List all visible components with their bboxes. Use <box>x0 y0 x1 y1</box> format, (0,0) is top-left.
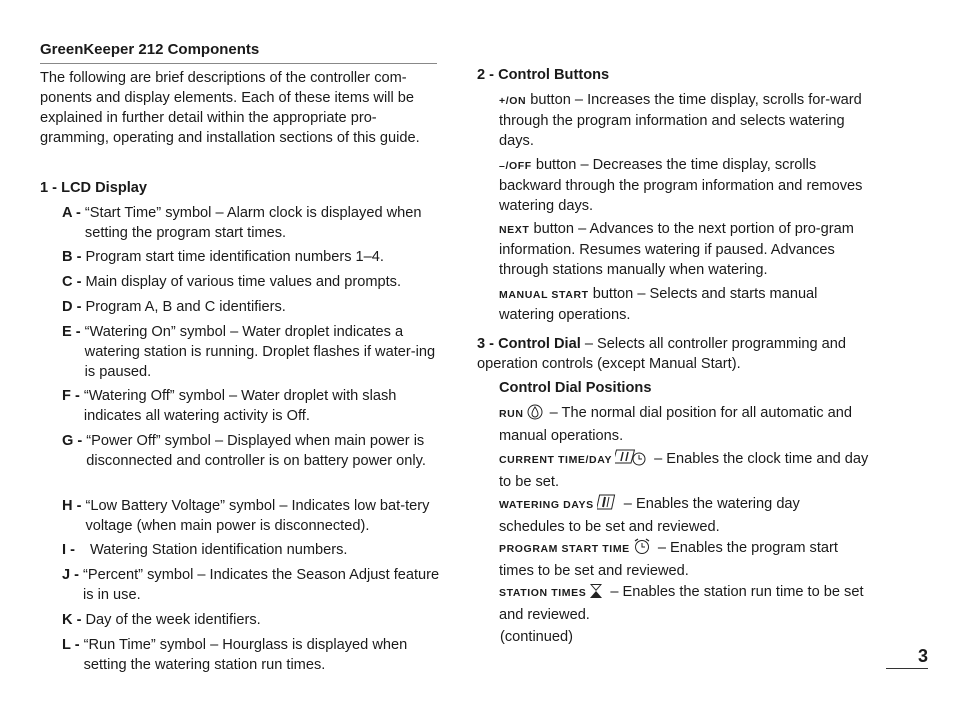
lcd-item-e: E - “Watering On” symbol – Water droplet indicates a watering station is running. Droplet flashes if water-ing is paused. <box>62 324 436 380</box>
dial-run-desc: RUN – The normal dial position for all automatic and manual operations. <box>499 405 852 444</box>
button-next-desc: NEXT button – Advances to the next portion of pro-gram information. Resumes watering if paused. Advances through stations manually when watering. <box>499 221 854 278</box>
intro-paragraph: The following are brief descriptions of the controller com-ponents and display elements. Each of these items will be explained in further detail within the appropriate pro-gramming, operating and installation sections of this guide. <box>40 70 420 146</box>
control-dial-desc: 3 - Control Dial – Selects all controller programming and operation controls (except Manual Start). <box>477 336 847 372</box>
dial-station-times-desc: STATION TIMES – Enables the station run time to be set and reviewed. <box>499 584 864 623</box>
calendar-clock-icon <box>615 448 647 472</box>
dial-current-time-desc: CURRENT TIME/DAY – Enables the clock time and day to be set. <box>499 448 869 492</box>
lcd-item-l: L - “Run Time” symbol – Hourglass is displayed when setting the watering station run times. <box>62 637 408 673</box>
lcd-item-g: G - “Power Off” symbol – Displayed when main power is disconnected and controller is on battery power only. <box>62 433 426 469</box>
calendar-icon <box>597 493 617 517</box>
lcd-item-c: C - Main display of various time values and prompts. <box>62 274 402 290</box>
lcd-item-f: F - “Watering Off” symbol – Water droplet with slash indicates all watering activity is Off. <box>62 388 397 424</box>
alarm-clock-icon <box>633 537 651 561</box>
hourglass-icon <box>589 583 603 605</box>
lcd-display-title: 1 - LCD Display <box>40 180 148 196</box>
button-off-desc: –/OFF button – Decreases the time display, scrolls backward through the program information and removes watering days. <box>499 157 863 214</box>
lcd-item-k: K - Day of the week identifiers. <box>62 612 261 628</box>
lcd-item-j: J - “Percent” symbol – Indicates the Season Adjust feature is in use. <box>62 567 440 603</box>
button-manual-start-desc: MANUAL START button – Selects and starts manual watering operations. <box>499 286 818 323</box>
control-buttons-title: 2 - Control Buttons <box>477 67 610 83</box>
lcd-item-a: A - “Start Time” symbol – Alarm clock is displayed when setting the program start times. <box>62 205 422 241</box>
section-heading: GreenKeeper 212 Components <box>40 40 437 64</box>
lcd-item-d: D - Program A, B and C identifiers. <box>62 299 286 315</box>
lcd-item-b: B - Program start time identification numbers 1–4. <box>62 249 384 265</box>
droplet-icon <box>527 404 543 426</box>
dial-program-start-desc: PROGRAM START TIME – Enables the program start times to be set and reviewed. <box>499 537 869 581</box>
dial-watering-days-desc: WATERING DAYS – Enables the watering day schedules to be set and reviewed. <box>499 493 869 537</box>
button-on-desc: +/ON button – Increases the time display, scrolls for-ward through the program information and selects watering days. <box>499 92 862 149</box>
lcd-item-i: I - Watering Station identification numbers. <box>62 542 348 558</box>
dial-positions-title: Control Dial Positions <box>499 380 652 396</box>
continued-note: (continued) <box>500 629 574 645</box>
lcd-item-h: H - “Low Battery Voltage” symbol – Indicates low bat-tery voltage (when main power is disconnected). <box>62 498 430 534</box>
page-number: 3 <box>886 646 928 669</box>
